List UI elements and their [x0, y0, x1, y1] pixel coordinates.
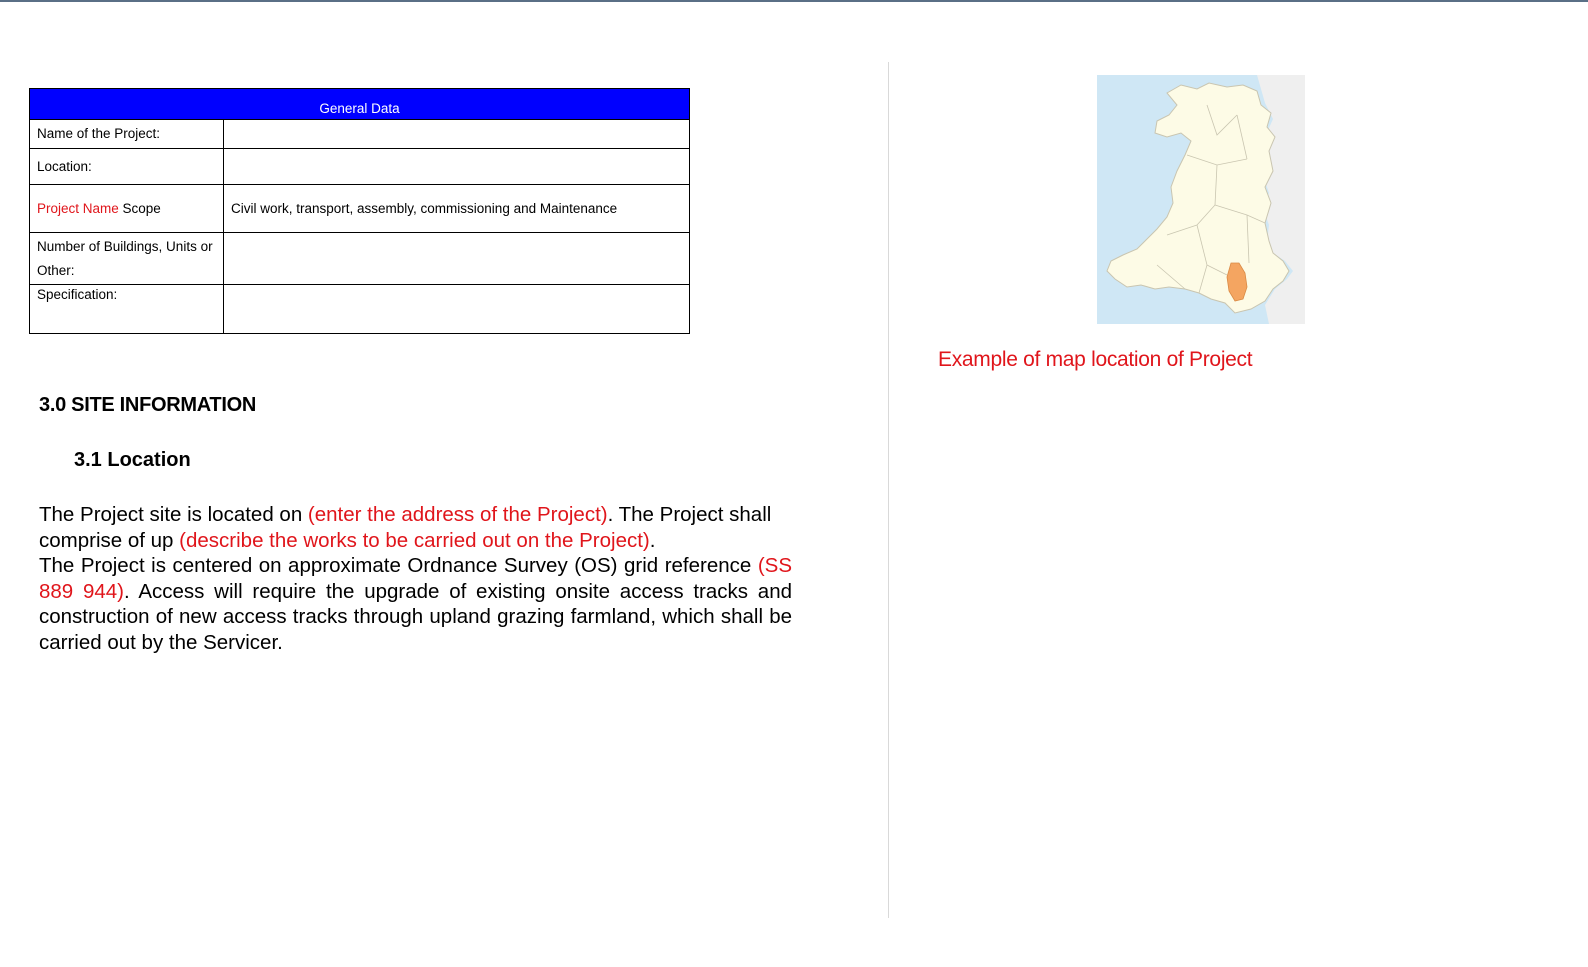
wales-location-map [1097, 75, 1305, 324]
table-row [30, 149, 690, 185]
grid-reference-placeholder: (SS 889 944) [39, 554, 792, 603]
row-label-buildings: Number of Buildings, Units or Other: [30, 233, 224, 285]
scope-label-text: Scope [118, 200, 161, 216]
row-label-project-name: Name of the Project: [30, 120, 224, 149]
row-value-project-name[interactable] [224, 120, 690, 149]
general-data-table [29, 88, 690, 334]
para1-text-1: The Project site is located on [39, 503, 308, 526]
row-value-buildings[interactable] [224, 233, 690, 285]
table-row [30, 185, 690, 233]
table-header-row [30, 89, 690, 120]
row-value-scope[interactable]: Civil work, transport, assembly, commissioning and Maintenance [224, 185, 690, 233]
subsection-heading: 3.1 Location [74, 449, 191, 471]
works-placeholder: (describe the works to be carried out on the Project) [179, 528, 650, 552]
map-caption: Example of map location of Project [938, 348, 1253, 371]
address-placeholder: (enter the address of the Project) [307, 503, 608, 526]
para1-text-2: . The Project shall comprise of up [39, 503, 772, 552]
scope-label-placeholder: Project Name [37, 200, 119, 216]
para2-text-1: The Project is centered on approximate Ordnance Survey (OS) grid reference [39, 554, 758, 577]
para1-text-3: . [649, 528, 656, 552]
column-divider [888, 62, 889, 918]
para2-text-2: . Access will require the upgrade of existing onsite access tracks and construction of new access tracks through upland grazing farmland, which shall be carried out by the Servicer. [39, 579, 792, 654]
location-paragraph [39, 502, 792, 553]
top-rule [0, 0, 1588, 2]
row-value-specification[interactable] [224, 285, 690, 334]
row-label-scope [30, 185, 224, 233]
table-row [30, 285, 690, 334]
section-heading: 3.0 SITE INFORMATION [39, 394, 256, 416]
table-title: General Data [30, 89, 690, 120]
table-row [30, 120, 690, 149]
row-label-location: Location: [30, 149, 224, 185]
table-row [30, 233, 690, 285]
row-label-specification: Specification: [30, 285, 224, 334]
grid-reference-paragraph [39, 553, 792, 655]
row-value-location[interactable] [224, 149, 690, 185]
